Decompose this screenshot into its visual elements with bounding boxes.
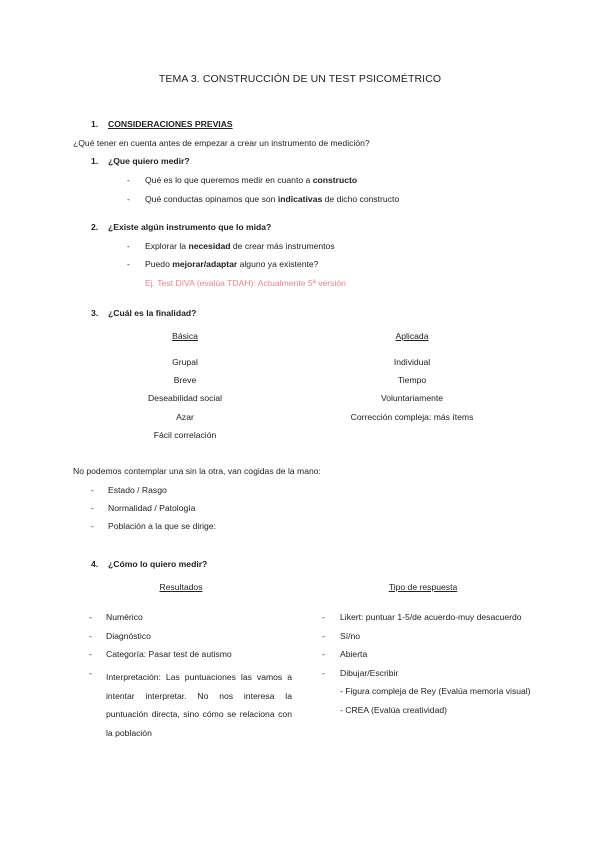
dash: - bbox=[127, 241, 130, 251]
q4-heading: ¿Cómo lo quiero medir? bbox=[108, 559, 208, 569]
dash: - bbox=[322, 668, 325, 678]
q4-left-title: Resultados bbox=[159, 582, 203, 592]
q3-number: 3. bbox=[91, 308, 99, 318]
dash: - bbox=[322, 612, 325, 622]
note-text: No podemos contemplar una sin la otra, van cogidas de la mano: bbox=[73, 466, 321, 476]
q3-left-item: Azar bbox=[176, 412, 194, 422]
q4-right-item: Likert: puntuar 1-5/de acuerdo-muy desacuerdo bbox=[340, 612, 522, 622]
q4-left-item: Categoría: Pasar test de autismo bbox=[106, 649, 232, 659]
q4-right-sub: - CREA (Evalúa creatividad) bbox=[340, 705, 447, 715]
q3-left-item: Grupal bbox=[172, 357, 198, 367]
dash: - bbox=[89, 631, 92, 641]
q4-right-sub: - Figura compleja de Rey (Evalúa memoria visual) bbox=[340, 686, 531, 696]
q3-right-title: Aplicada bbox=[395, 331, 429, 341]
q3-right-item: Individual bbox=[393, 357, 431, 367]
q2-bullet-2: Puedo mejorar/adaptar alguno ya existente? bbox=[145, 259, 319, 269]
dash: - bbox=[89, 612, 92, 622]
q1-bullet-2: Qué conductas opinamos que son indicativas de dicho constructo bbox=[145, 194, 400, 204]
dash: - bbox=[127, 175, 130, 185]
q2-heading: ¿Existe algún instrumento que lo mida? bbox=[108, 222, 272, 232]
dash: - bbox=[127, 259, 130, 269]
q3-left-item: Fácil correlación bbox=[153, 430, 217, 440]
note-item: Normalidad / Patología bbox=[108, 503, 196, 513]
q4-left-long: Interpretación: Las puntuaciones las vamos a intentar interpretar. No nos interesa la puntuación directa, sino cómo se relaciona con la población bbox=[106, 672, 292, 738]
q3-right-item: Voluntariamente bbox=[380, 393, 444, 403]
intro-question: ¿Qué tener en cuenta antes de empezar a crear un instrumento de medición? bbox=[73, 138, 370, 148]
q4-left-item: Numérico bbox=[106, 612, 143, 622]
q3-left-title: Básica bbox=[172, 331, 198, 341]
q4-left-item: Diagnóstico bbox=[106, 631, 151, 641]
q3-left-item: Deseabilidad social bbox=[147, 393, 223, 403]
q4-number: 4. bbox=[91, 559, 99, 569]
q2-bullet-1: Explorar la necesidad de crear más instrumentos bbox=[145, 241, 335, 251]
q3-left-item: Breve bbox=[173, 375, 197, 385]
q1-heading: ¿Que quiero medir? bbox=[108, 156, 190, 166]
q4-right-title: Tipo de respuesta bbox=[388, 582, 458, 592]
q4-right-item: Sí/no bbox=[340, 631, 361, 641]
dash: - bbox=[127, 194, 130, 204]
q3-right-item: Tiempo bbox=[397, 375, 427, 385]
q3-right-item: Corrección compleja: más ítems bbox=[350, 412, 474, 422]
dash: - bbox=[89, 668, 92, 678]
q1-bullet-1: Qué es lo que queremos medir en cuanto a constructo bbox=[145, 175, 358, 185]
page-title: TEMA 3. CONSTRUCCIÓN DE UN TEST PSICOMÉTRICO bbox=[158, 73, 442, 85]
dash: - bbox=[322, 649, 325, 659]
dash: - bbox=[91, 503, 94, 513]
q1-number: 1. bbox=[91, 156, 99, 166]
section-heading: CONSIDERACIONES PREVIAS bbox=[108, 119, 233, 129]
q3-heading: ¿Cuál es la finalidad? bbox=[108, 308, 197, 318]
dash: - bbox=[91, 485, 94, 495]
section-number: 1. bbox=[91, 119, 99, 129]
q4-right-item: Dibujar/Escribir bbox=[340, 668, 399, 678]
dash: - bbox=[89, 649, 92, 659]
q2-example: Ej. Test DIVA (evalúa TDAH): Actualmente 5ª versión bbox=[145, 278, 346, 288]
dash: - bbox=[91, 521, 94, 531]
note-item: Población a la que se dirige: bbox=[108, 521, 216, 531]
q4-right-item: Abierta bbox=[340, 649, 368, 659]
dash: - bbox=[322, 631, 325, 641]
note-item: Estado / Rasgo bbox=[108, 485, 167, 495]
q2-number: 2. bbox=[91, 222, 99, 232]
